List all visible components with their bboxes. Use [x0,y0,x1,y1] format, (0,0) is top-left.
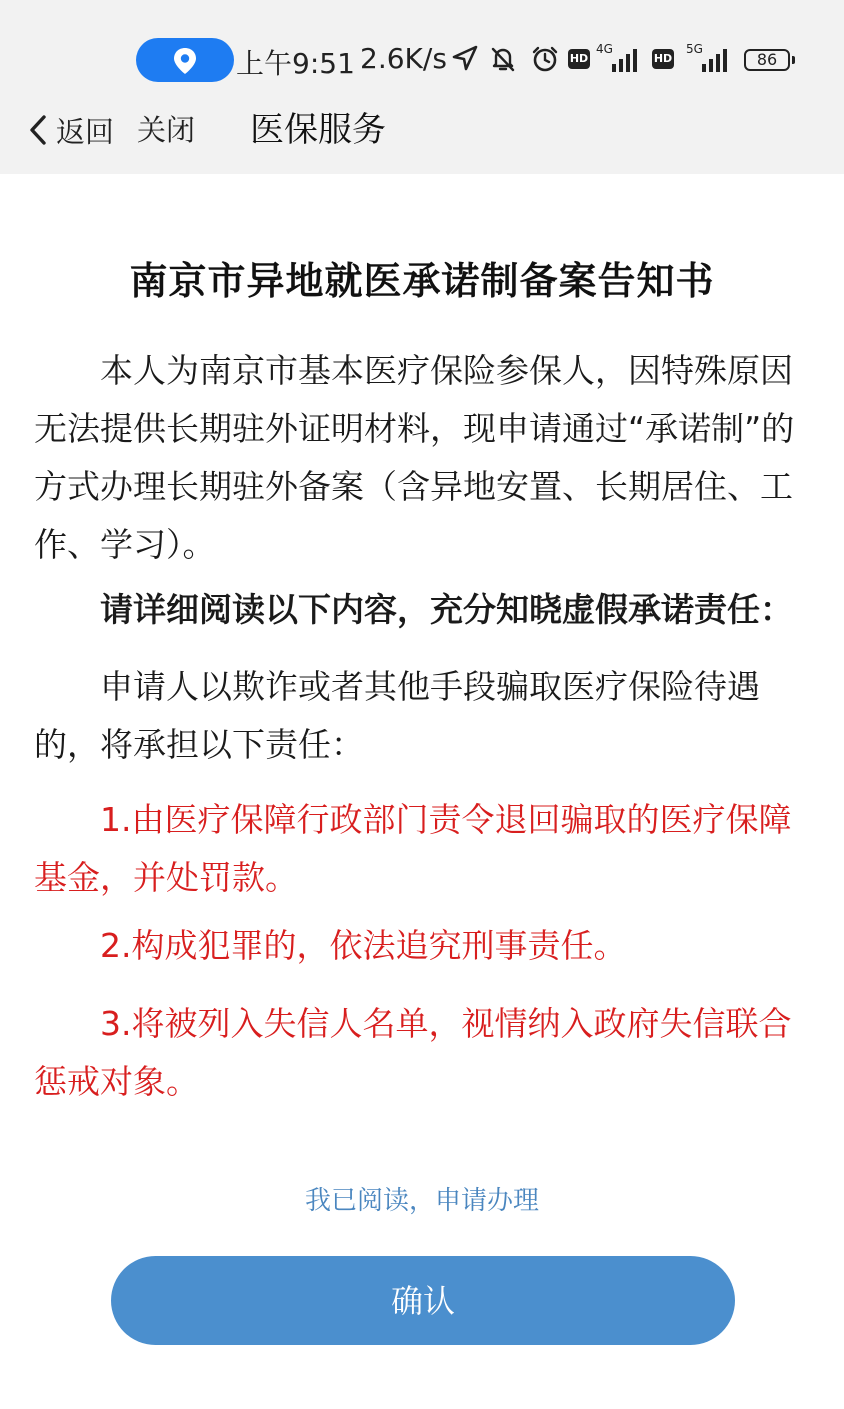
close-button[interactable]: 关闭 [137,113,196,147]
battery-icon: 86 [744,49,790,71]
notice-paragraph: 请详细阅读以下内容，充分知晓虚假承诺责任： [100,590,793,629]
alarm-icon [530,44,560,74]
hd-badge-2: HD [652,49,674,69]
signal-icon [610,44,644,74]
liability-intro-paragraph: 申请人以欺诈或者其他手段骗取医疗保险待遇的，将承担以下责任： [34,667,760,764]
liability-item-2: 2.构成犯罪的，依法追究刑事责任。 [100,926,627,965]
network-type-label: 4G [596,42,613,56]
navigation-arrow-icon [452,44,478,72]
read-and-apply-link[interactable]: 我已阅读，申请办理 [304,1186,539,1216]
back-label: 返回 [56,114,115,149]
top-bar [0,0,844,174]
mute-icon [488,44,518,74]
network-type-label-2: 5G [686,42,703,56]
liability-item-3: 3.将被列入失信人名单，视情纳入政府失信联合惩戒对象。 [34,1004,792,1101]
back-button[interactable] [28,110,114,150]
network-speed: 2.6K/s [360,42,447,75]
location-indicator[interactable] [136,38,234,82]
hd-badge: HD [568,49,590,69]
chevron-left-icon [28,114,48,146]
liability-item-1: 1.由医疗保障行政部门责令退回骗取的医疗保障基金，并处罚款。 [34,800,792,897]
battery-tip [792,56,795,64]
intro-paragraph: 本人为南京市基本医疗保险参保人，因特殊原因无法提供长期驻外证明材料，现申请通过“承诺制”的方式办理长期驻外备案（含异地安置、长期居住、工作、学习）。 [34,351,795,564]
signal-icon-2 [700,44,734,74]
nav-bar [0,100,844,160]
status-time: 上午9:51 [236,47,355,80]
page-title: 医保服务 [250,110,386,150]
document-title: 南京市异地就医承诺制备案告知书 [129,259,715,303]
status-bar [0,30,844,88]
confirm-button[interactable]: 确认 [111,1256,735,1345]
location-icon [172,47,198,75]
